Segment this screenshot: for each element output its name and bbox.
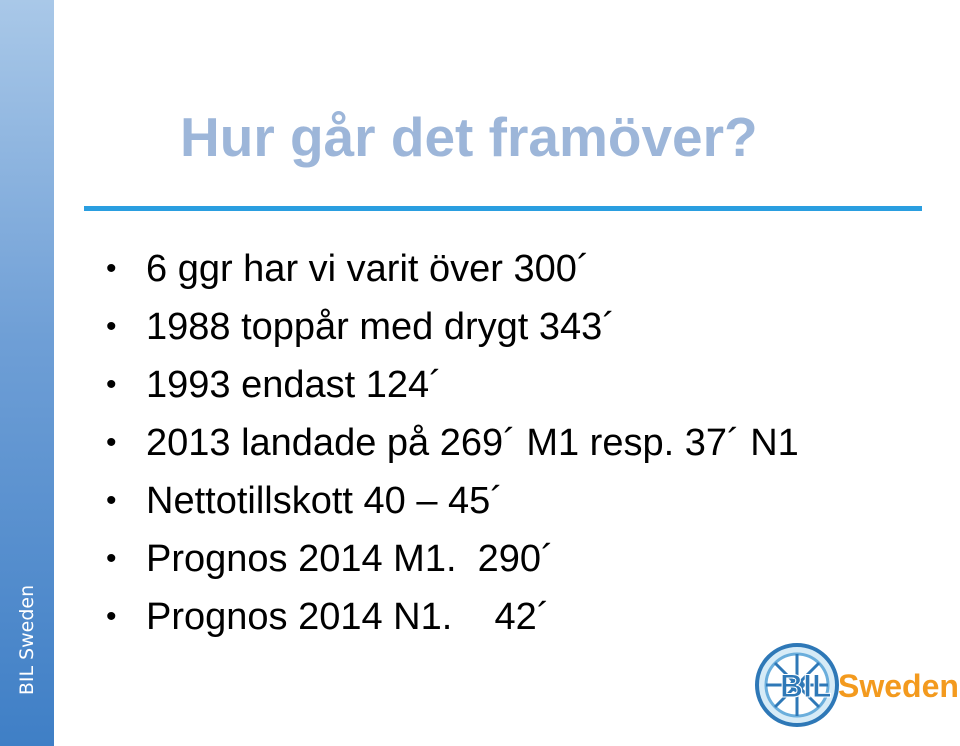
logo-text-bil: BIL <box>780 668 832 704</box>
bullet-item: • 6 ggr har vi varit över 300´ <box>106 240 799 298</box>
bil-sweden-logo <box>750 640 960 730</box>
bullet-item: • Prognos 2014 N1. 42´ <box>106 588 799 646</box>
title-divider <box>84 206 922 211</box>
bullet-list <box>106 240 799 646</box>
bullet-item: • 2013 landade på 269´ M1 resp. 37´ N1 <box>106 414 799 472</box>
sidebar-label: BIL Sweden <box>16 584 38 696</box>
bullet-item: • Prognos 2014 M1. 290´ <box>106 530 799 588</box>
logo-text-sweden: Sweden <box>838 668 959 704</box>
bullet-item: • 1993 endast 124´ <box>106 356 799 414</box>
slide-title: Hur går det framöver? <box>180 106 758 168</box>
sidebar <box>0 0 54 746</box>
bullet-item: • Nettotillskott 40 – 45´ <box>106 472 799 530</box>
bullet-item: • 1988 toppår med drygt 343´ <box>106 298 799 356</box>
